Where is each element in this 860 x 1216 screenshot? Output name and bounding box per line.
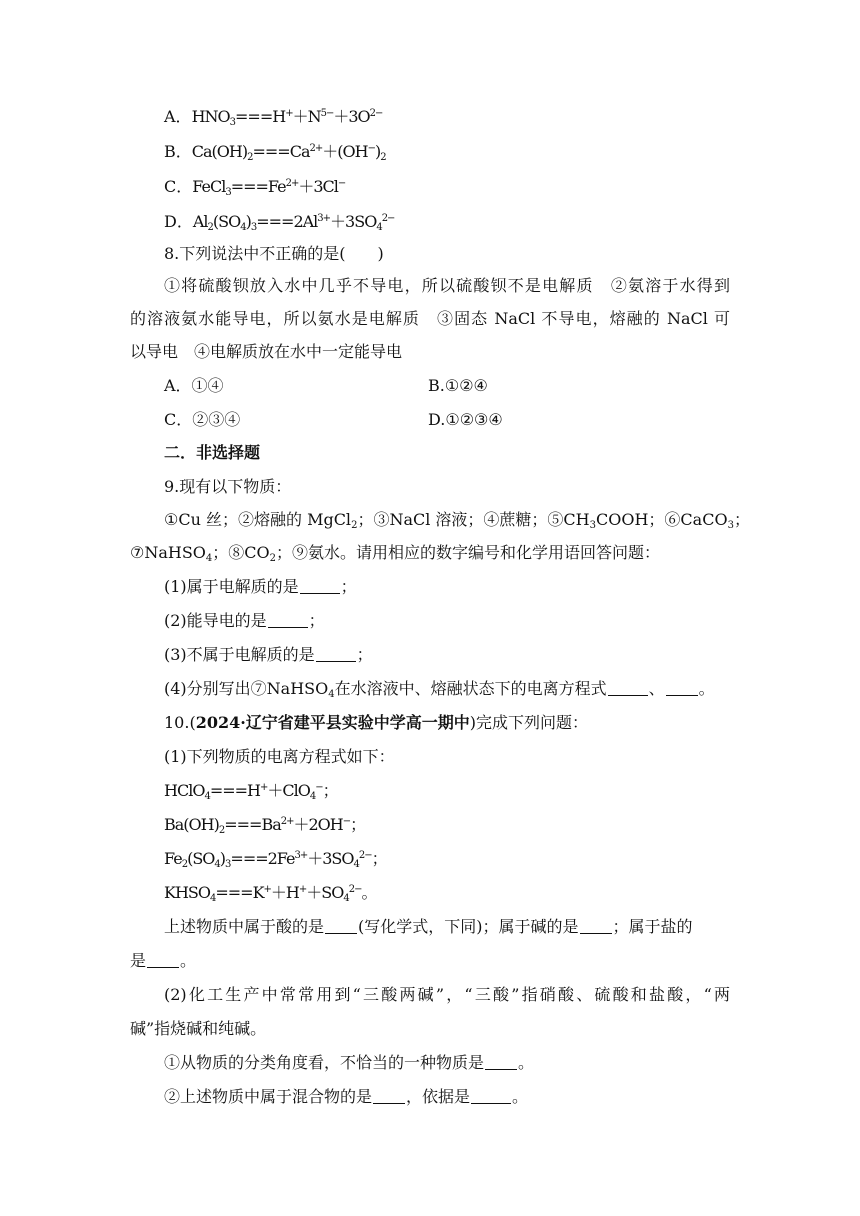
q7-option-b [164,142,764,162]
equation: $Ca(OH)_2===Ca^{2+}+(OH^-)_2$ [191,142,386,163]
question-text: (4)分别写出⑦NaHSO [164,679,329,698]
q9-stem: 9.现有以下物质： [164,477,292,496]
answer-blank[interactable] [325,919,357,934]
q10-stem [164,713,764,733]
option-label: A． [164,107,192,126]
question-text: 在水溶液中、熔融状态下的电离方程式 [334,679,607,698]
equation-khso4: $KHSO_4===K^++H^++SO_4^{2-}$。 [164,883,377,904]
option-label: C． [164,177,193,196]
option-label: D． [164,212,193,231]
question-text: ；属于盐的 [612,917,693,936]
answer-blank[interactable] [471,1089,511,1104]
equation-baoh2: $Ba(OH)_2===Ba^{2+}+2OH^-$； [164,815,366,836]
q9-sub-2 [164,611,764,631]
q10-ask-line-2 [130,951,730,971]
punctuation: ； [356,645,373,664]
question-text: ②上述物质中属于混合物的是 [164,1087,373,1106]
q8-option-b: B.①②④ [428,376,488,395]
question-text: (写化学式，下同)；属于碱的是 [358,917,579,936]
answer-blank[interactable] [580,919,612,934]
punctuation: 。 [180,951,197,970]
answer-blank[interactable] [147,953,179,968]
q9-substances-line-2: ⑦NaHSO$_4$；$⑧CO_2$；⑨氨水。请用相应的数字编号和化学用语回答问题： [130,543,661,564]
q9-sub-1 [164,577,764,597]
punctuation: ； [340,577,357,596]
q8-line-3: 以导电 ④电解质放在水中一定能导电 [130,342,403,361]
q10-sub-2-line-2: 碱”指烧碱和纯碱。 [130,1019,267,1038]
equation-fe2so43: $Fe_2(SO_4)_3===2Fe^{3+}+3SO_4^{2-}$； [164,849,387,870]
q8-option-d: D.①②③④ [428,410,503,429]
answer-blank[interactable] [666,681,698,696]
answer-blank[interactable] [373,1089,405,1104]
q7-option-d [164,212,764,232]
question-text: ，依据是 [406,1087,471,1106]
q10-sub-2-q2 [164,1087,764,1107]
answer-blank[interactable] [268,613,308,628]
section-heading: 二．非选择题 [164,443,261,462]
answer-blank[interactable] [485,1055,517,1070]
q7-option-a [164,107,764,127]
q10-sub-2-q1 [164,1053,764,1073]
question-text: 上述物质中属于酸的是 [164,917,325,936]
q10-sub-2-line-1: (2)化工生产中常常用到“三酸两碱”，“三酸”指硝酸、硫酸和盐酸，“两 [164,985,730,1004]
question-text: )完成下列问题： [469,713,589,732]
q9-sub-3 [164,645,764,665]
q10-ask-line-1 [164,917,764,937]
answer-blank[interactable] [300,579,340,594]
q8-option-a: A．①④ [164,376,224,395]
question-text: (3)不属于电解质的是 [164,645,315,664]
q8-options-row-1 [164,376,764,396]
punctuation: 。 [512,1087,529,1106]
q9-substances-line-1: ①Cu 丝；②熔融的 MgCl$_2$；③NaCl 溶液；④蔗糖；$⑤CH_3COOH$；⑥CaCO$_3$； [164,510,750,531]
option-label: B． [164,142,192,161]
q8-line-1: ①将硫酸钡放入水中几乎不导电，所以硫酸钡不是电解质 ②氨溶于水得到 [164,276,730,295]
q9-sub-4: (4)分别写出⑦NaHSO$_4$在水溶液中、熔融状态下的电离方程式 、 。 [164,679,715,700]
q8-options-row-2 [164,410,764,430]
equation: $FeCl_3===Fe^{2+}+3Cl^-$ [192,177,346,198]
q8-option-c: C．②③④ [164,410,241,429]
q8-stem: 8.下列说法中不正确的是( ) [164,244,384,263]
question-text: (1)属于电解质的是 [164,577,299,596]
q7-option-c [164,177,764,197]
punctuation: 。 [518,1053,535,1072]
punctuation: 、 [648,679,665,698]
q10-sub-1: (1)下列物质的电离方程式如下： [164,747,395,766]
answer-blank[interactable] [608,681,648,696]
equation-hclo4: HClO$_4$===H+＋ClO$_4$−； [164,781,338,802]
question-text: (2)能导电的是 [164,611,267,630]
question-source: 2024·辽宁省建平县实验中学高一期中 [195,713,470,732]
punctuation: 。 [698,679,715,698]
question-number: 10.( [164,713,196,732]
punctuation: ； [308,611,325,630]
answer-blank[interactable] [316,647,356,662]
q8-line-2: 的溶液氨水能导电，所以氨水是电解质 ③固态 NaCl 不导电，熔融的 NaCl 可 [130,309,730,328]
question-text: ①从物质的分类角度看，不恰当的一种物质是 [164,1053,485,1072]
equation: $HNO_3===H^++N^{5-}+3O^{2-}$ [191,107,383,128]
equation: $Al_2(SO_4)_3===2Al^{3+}+3SO_4^{2-}$ [192,212,395,233]
question-text: 是 [130,951,147,970]
